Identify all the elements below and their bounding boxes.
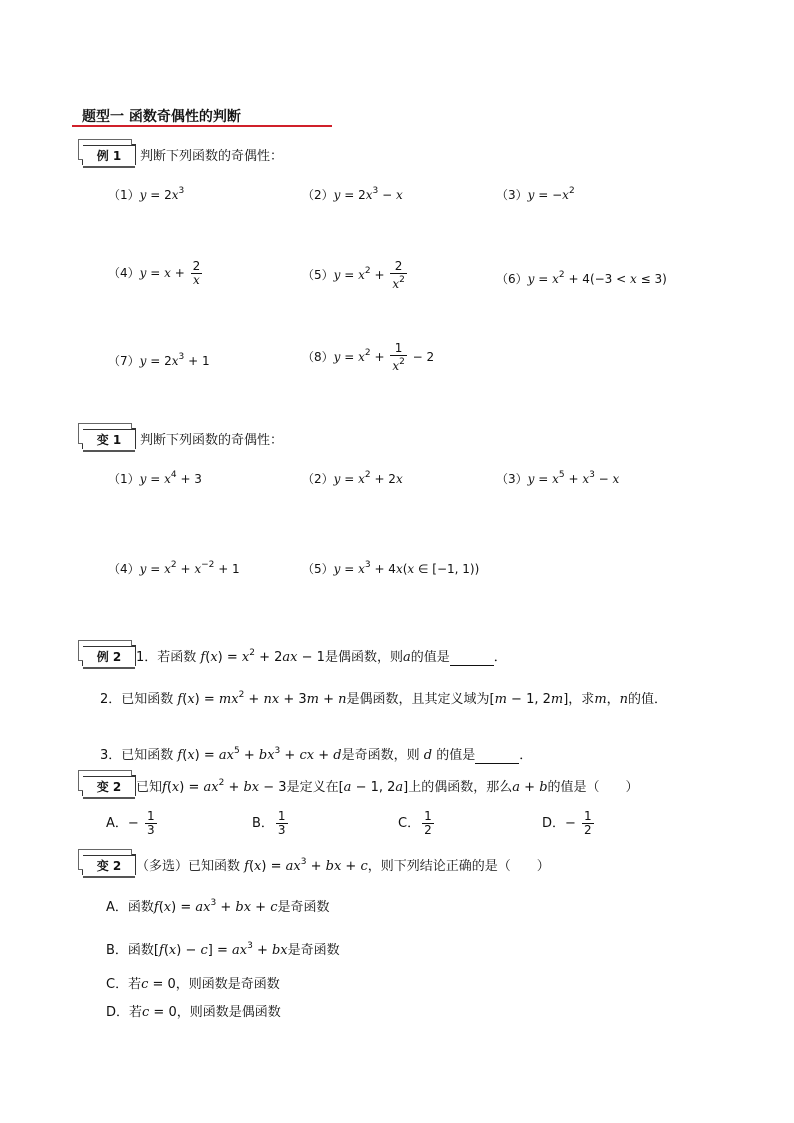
ex2-question-2: 2．已知函数 $f(x) = mx^2$ + nx + 3m + n是偶函数，且其定义域为[m − 1, 2m]，求m，n的值． (100, 690, 668, 707)
ex2-question-1: 1．若函数 $f(x) = x^2 + 2ax - 1$是偶函数，则a的值是 ． (136, 648, 507, 665)
ex1-item-7: $(7)y = 2x^3 + 1$ (108, 352, 210, 368)
variant-1-prompt: 判断下列函数的奇偶性： (140, 433, 284, 448)
ex1-item-5: $(5)y = x^2$ + $\frac{2}{x^2}$ (302, 259, 405, 291)
var2b-option-a: A．函数$f(x) = ax^3$ + bx + c是奇函数 (106, 898, 330, 915)
badge-variant-1: 变 1 (82, 428, 136, 449)
ex1-item-3: $(3)y = -x^2$ (496, 186, 575, 202)
var2a-option-d: D．− $\frac{1}{2}$ (542, 809, 592, 837)
var2b-option-c: C．若c = 0，则函数是奇函数 (106, 977, 280, 992)
var2b-question: （多选）已知函数 $f(x) = ax^3$ + bx + c，则下列结论正确的是（ ） (136, 857, 550, 874)
ex1-item-1: $(1)y = 2x^3$ (108, 186, 185, 202)
var2a-option-b: B． $\frac{1}{3}$ (252, 809, 286, 837)
badge-example-2: 例 2 (82, 645, 136, 666)
badge-example-1: 例 1 (82, 144, 136, 165)
ex1-item-8: $(8)y = x^2$ + $\frac{1}{x^2}$ − 2 (302, 341, 435, 373)
ex1-item-2: $(2)y = 2x^3 - x$ (302, 186, 403, 202)
var1-item-5: $(5)y = x^3 + 4x(x$ ∈ [−1, 1)) (302, 560, 480, 576)
ex1-item-4: （4）y = x + $\frac{2}{x}$ (108, 259, 201, 287)
var2b-option-d: D．若c = 0，则函数是偶函数 (106, 1005, 281, 1020)
var1-item-4: $(4)y = x^2 + x^{-2} + 1$ (108, 560, 240, 576)
ex2-question-3: 3．已知函数 $f(x) = ax^5 + bx^3$ + cx + d是奇函数，则 d 的值是 ． (100, 746, 533, 763)
example-1-prompt: 判断下列函数的奇偶性： (140, 149, 284, 164)
var1-item-1: $(1)y = x^4 + 3$ (108, 470, 202, 486)
var2b-option-b: B．函数$[f(x) - c] = ax^3$ + bx是奇函数 (106, 941, 340, 958)
var1-item-3: $(3)y = x^5 + x^3 - x$ (496, 470, 620, 486)
badge-variant-2b: 变 2 (82, 854, 136, 875)
var1-item-2: $(2)y = x^2 + 2x$ (302, 470, 403, 486)
var2a-option-a: A．− $\frac{1}{3}$ (106, 809, 155, 837)
ex1-item-6: $(6)y = x^2 + 4(-3 < x \le 3)$ (496, 270, 667, 286)
section-title: 题型一 函数奇偶性的判断 (82, 109, 241, 125)
title-underline (72, 125, 332, 127)
var2a-question: 已知$f(x) = ax^2$ + bx − 3是定义在[a − 1, 2a]上的偶函数，那么a + b的值是（ ） (136, 778, 639, 795)
badge-variant-2a: 变 2 (82, 775, 136, 796)
var2a-option-c: C． $\frac{1}{2}$ (398, 809, 432, 837)
